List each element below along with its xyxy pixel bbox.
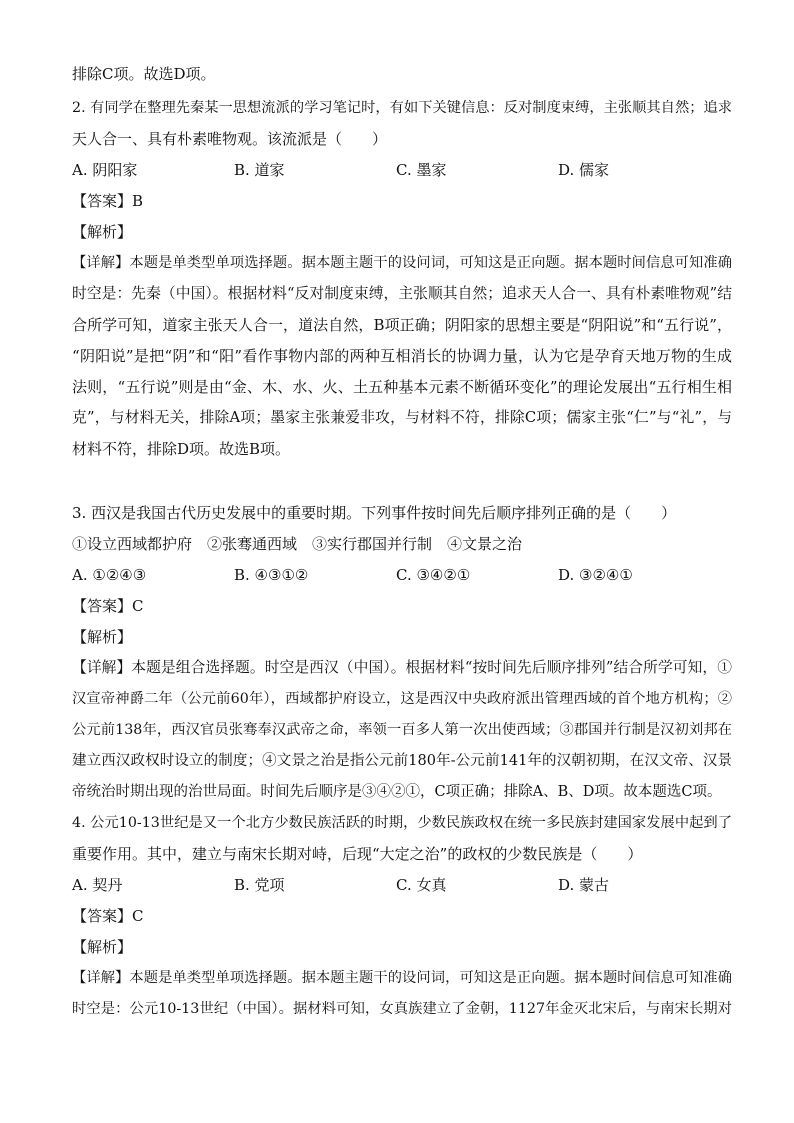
q3-option-a: A. ①②④③ [72, 566, 147, 584]
q3-option-c: C. ③④②① [396, 566, 471, 584]
q2-stem-line2: 天人合一、具有朴素唯物观。该流派是（ ） [72, 130, 388, 148]
q2-option-a: A. 阴阳家 [72, 161, 138, 179]
q4-option-c: C. 女真 [396, 876, 447, 894]
q4-answer: 【答案】C [72, 907, 144, 925]
q2-option-b: B. 道家 [234, 161, 285, 179]
q2-detail-line: 【详解】本题是单类型单项选择题。据本题主题干的设问词，可知这是正向题。据本题时间信息可知准确 [72, 255, 732, 271]
q1-tail: 排除C项。故选D项。 [72, 65, 216, 83]
q4-option-d: D. 蒙古 [558, 876, 610, 894]
q2-option-d: D. 儒家 [558, 161, 610, 179]
q3-analysis-label: 【解析】 [72, 628, 133, 646]
q3-stem-line2: ①设立西域都护府 ②张骞通西域 ③实行郡国并行制 ④文景之治 [72, 535, 523, 553]
q4-stem-line1: 4. 公元10-13世纪是又一个北方少数民族活跃的时期，少数民族政权在统一多民族封建国家发展中起到了 [72, 815, 732, 831]
q3-answer: 【答案】C [72, 597, 144, 615]
q3-stem-line1: 3. 西汉是我国古代历史发展中的重要时期。下列事件按时间先后顺序排列正确的是（ ） [72, 504, 677, 522]
q3-option-b: B. ④③①② [234, 566, 309, 584]
q3-detail-line: 【详解】本题是组合选择题。时空是西汉（中国）。根据材料“按时间先后顺序排列”结合所学可知，① [72, 659, 732, 676]
q3-detail-line: 建立西汉政权时设立的制度；④文景之治是指公元前180年-公元前141年的汉朝初期，在汉文帝、汉景 [72, 753, 732, 769]
q4-detail-line: 时空是：公元10-13世纪（中国）。据材料可知，女真族建立了金朝，1127年金灭北宋后，与南宋长期对 [72, 1001, 732, 1017]
q4-detail-line: 【详解】本题是单类型单项选择题。据本题主题干的设问词，可知这是正向题。据本题时间信息可知准确 [72, 970, 732, 986]
q3-detail-line: 帝统治时期出现的治世局面。时间先后顺序是③④②①，C项正确；排除A、B、D项。故本题选C项。 [72, 784, 722, 800]
q2-option-c: C. 墨家 [396, 161, 447, 179]
q2-detail-line: “阴阳说”是把“阴”和“阳”看作事物内部的两种互相消长的协调力量，认为它是孕育天地万物的生成 [72, 347, 732, 365]
q2-detail-line: 材料不符，排除D项。故选B项。 [72, 440, 291, 458]
q2-detail-line: 克”，与材料无关，排除A项；墨家主张兼爱非攻，与材料不符，排除C项；儒家主张“仁”与“礼”，与 [72, 409, 732, 426]
q4-option-a: A. 契丹 [72, 876, 123, 894]
q2-detail-line: 合所学可知，道家主张天人合一，道法自然，B项正确；阴阳家的思想主要是“阴阳说”和“五行说”， [72, 316, 732, 334]
q4-option-b: B. 党项 [234, 876, 285, 894]
q3-detail-line: 汉宣帝神爵二年（公元前60年），西域都护府设立，这是西汉中央政府派出管理西域的首个地方机构；② [72, 691, 732, 707]
q2-detail-line: 时空是：先秦（中国）。根据材料“反对制度束缚，主张顺其自然；追求天人合一、具有朴素唯物观”结 [72, 285, 732, 302]
q2-stem-line1: 2. 有同学在整理先秦某一思想流派的学习笔记时，有如下关键信息：反对制度束缚，主张顺其自然；追求 [72, 100, 732, 116]
q3-detail-line: 公元前138年，西汉官员张骞奉汉武帝之命，率领一百多人第一次出使西域；③郡国并行制是汉初刘邦在 [72, 722, 732, 738]
q2-detail-line: 法则，“五行说”则是由“金、木、水、火、土五种基本元素不断循环变化”的理论发展出“五行相生相 [72, 378, 732, 396]
q3-option-d: D. ③②④① [558, 566, 633, 584]
q2-answer: 【答案】B [72, 192, 144, 210]
q4-stem-line2: 重要作用。其中，建立与南宋长期对峙，后现“大定之治”的政权的少数民族是（ ） [72, 845, 643, 863]
q2-analysis-label: 【解析】 [72, 223, 133, 241]
q4-analysis-label: 【解析】 [72, 938, 133, 956]
